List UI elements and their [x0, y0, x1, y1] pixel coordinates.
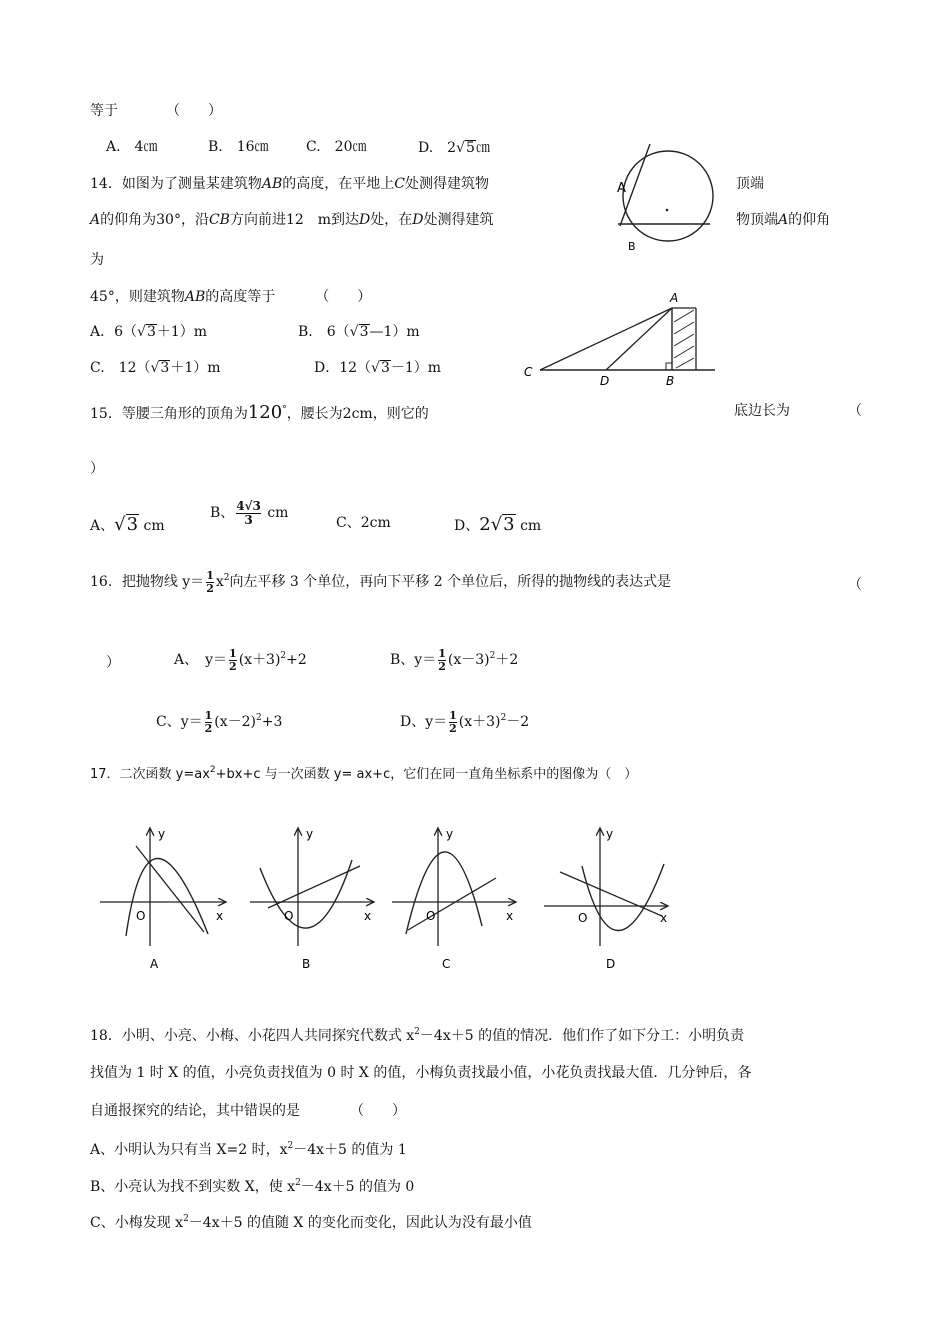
q13-option-b: B. 16㎝ [208, 139, 269, 155]
q13-option-d: D. 2√5㎝ [418, 140, 490, 156]
q17-stem: 17．二次函数 $y=ax^2+bx+c$ 与一次函数 y= ax+c，它们在同一直角坐标系中的图像为（ ） [90, 765, 638, 782]
q17-graph-b [246, 822, 386, 972]
q17-graph-c [388, 822, 528, 972]
q14-line3: 为 [90, 252, 104, 268]
svg-text:O: O [578, 911, 588, 925]
q14-right2: 物顶端A的仰角 [736, 212, 831, 228]
q15-option-c: C、2cm [336, 515, 391, 531]
label-a: A [670, 291, 679, 305]
svg-text:y: y [606, 827, 614, 841]
q16-option-c: C、y＝ $\frac{1}{2}$ $(x-2)^2+3$ [156, 709, 283, 735]
q14-triangle-figure [520, 288, 720, 388]
svg-text:A: A [150, 957, 159, 971]
label-b: B [628, 240, 636, 253]
svg-text:x: x [216, 909, 224, 923]
q17-graph-d [540, 822, 680, 972]
q18-line2: 找值为 1 时 X 的值，小亮负责找值为 0 时 X 的值，小梅负责找最小值，小花负责找最大值．几分钟后，各 [90, 1065, 752, 1081]
right-angle-mark [666, 363, 672, 370]
svg-text:x: x [364, 909, 372, 923]
svg-text:y: y [306, 827, 314, 841]
label-b: B [666, 374, 675, 388]
q15-option-d: D、2√3 cm [454, 514, 542, 535]
q14-option-c: C. 12（√3＋1）m [90, 360, 221, 376]
svg-text:y: y [446, 827, 454, 841]
q14-option-a: A．6（√3＋1）m [90, 324, 208, 340]
q14-circle-figure [590, 140, 730, 252]
hatch [674, 310, 694, 368]
q14-option-d: D．12（√3－1）m [314, 360, 442, 376]
q17-graph-a [96, 822, 236, 972]
svg-text:y: y [158, 827, 166, 841]
q16-option-d: D、y＝ $\frac{1}{2}$ $(x+3)^2-2$ [400, 709, 530, 735]
q13-option-c: C. 20㎝ [306, 139, 367, 155]
line-da [606, 308, 672, 370]
q15-paren-right: ） [90, 461, 104, 477]
center-dot [666, 209, 669, 212]
q16-stem: 16．把抛物线 y＝ $\frac{1}{2}$ $x^2$向左平移 3 个单位，再向下平移 2 个单位后，所得的抛物线的表达式是 [90, 569, 672, 595]
q13-option-a: A. 4㎝ [106, 139, 158, 155]
q15-stem-right: 底边长为 [734, 403, 790, 419]
q18-line1: 18．小明、小亮、小梅、小花四人共同探究代数式 $x^2-4x+5$ 的值的情况．他们作了如下分工：小明负责 [90, 1027, 745, 1044]
svg-text:O: O [136, 909, 146, 923]
q16-paren-left: （ [848, 577, 862, 593]
circle [623, 151, 713, 241]
svg-text:O: O [426, 909, 436, 923]
label-d: D [600, 374, 610, 388]
label-c: C [524, 365, 533, 379]
q14-line2: A的仰角为30°，沿CB方向前进12 m到达D处，在D处测得建筑 [90, 212, 494, 228]
svg-text:O: O [284, 909, 294, 923]
q15-paren-left: （ [848, 403, 862, 419]
q14-option-b: B. 6（√3—1）m [298, 324, 420, 340]
label-a: A [617, 181, 626, 196]
q15-option-a: A、√3 cm [90, 514, 165, 535]
q18-option-b: B、小亮认为找不到实数 X，使 $x^2-4x+5$ 的值为 0 [90, 1178, 415, 1195]
q14-line4: 45°，则建筑物AB的高度等于 （ ） [90, 289, 372, 305]
q14-line1: 14．如图为了测量某建筑物AB的高度，在平地上C处测得建筑物 [90, 176, 489, 192]
q15-option-b: B、 $\frac{4√3}{3}$ cm [210, 499, 289, 527]
q18-line3: 自通报探究的结论，其中错误的是 （ ） [90, 1103, 406, 1119]
q16-option-b: B、y＝ $\frac{1}{2}$ $(x-3)^2+2$ [390, 647, 519, 673]
q18-option-c: C、小梅发现 $x^2-4x+5$ 的值随 X 的变化而变化，因此认为没有最小值 [90, 1214, 532, 1231]
svg-text:x: x [660, 911, 668, 925]
svg-text:D: D [606, 957, 616, 971]
q16-option-a: A、 y＝ $\frac{1}{2}$ $(x+3)^2+2$ [174, 647, 307, 673]
svg-text:C: C [442, 957, 451, 971]
q15-stem: 15．等腰三角形的顶角为120°，腰长为2cm，则它的 [90, 402, 429, 423]
q13-tail: 等于 （ ） [90, 103, 222, 119]
q18-option-a: A、小明认为只有当 X=2 时，$x^2-4x+5$ 的值为 1 [90, 1141, 407, 1158]
svg-text:B: B [302, 957, 311, 971]
q14-right1: 顶端 [736, 176, 764, 192]
svg-text:x: x [506, 909, 514, 923]
line-ca [540, 308, 672, 370]
q16-paren-right: ） [106, 655, 120, 671]
